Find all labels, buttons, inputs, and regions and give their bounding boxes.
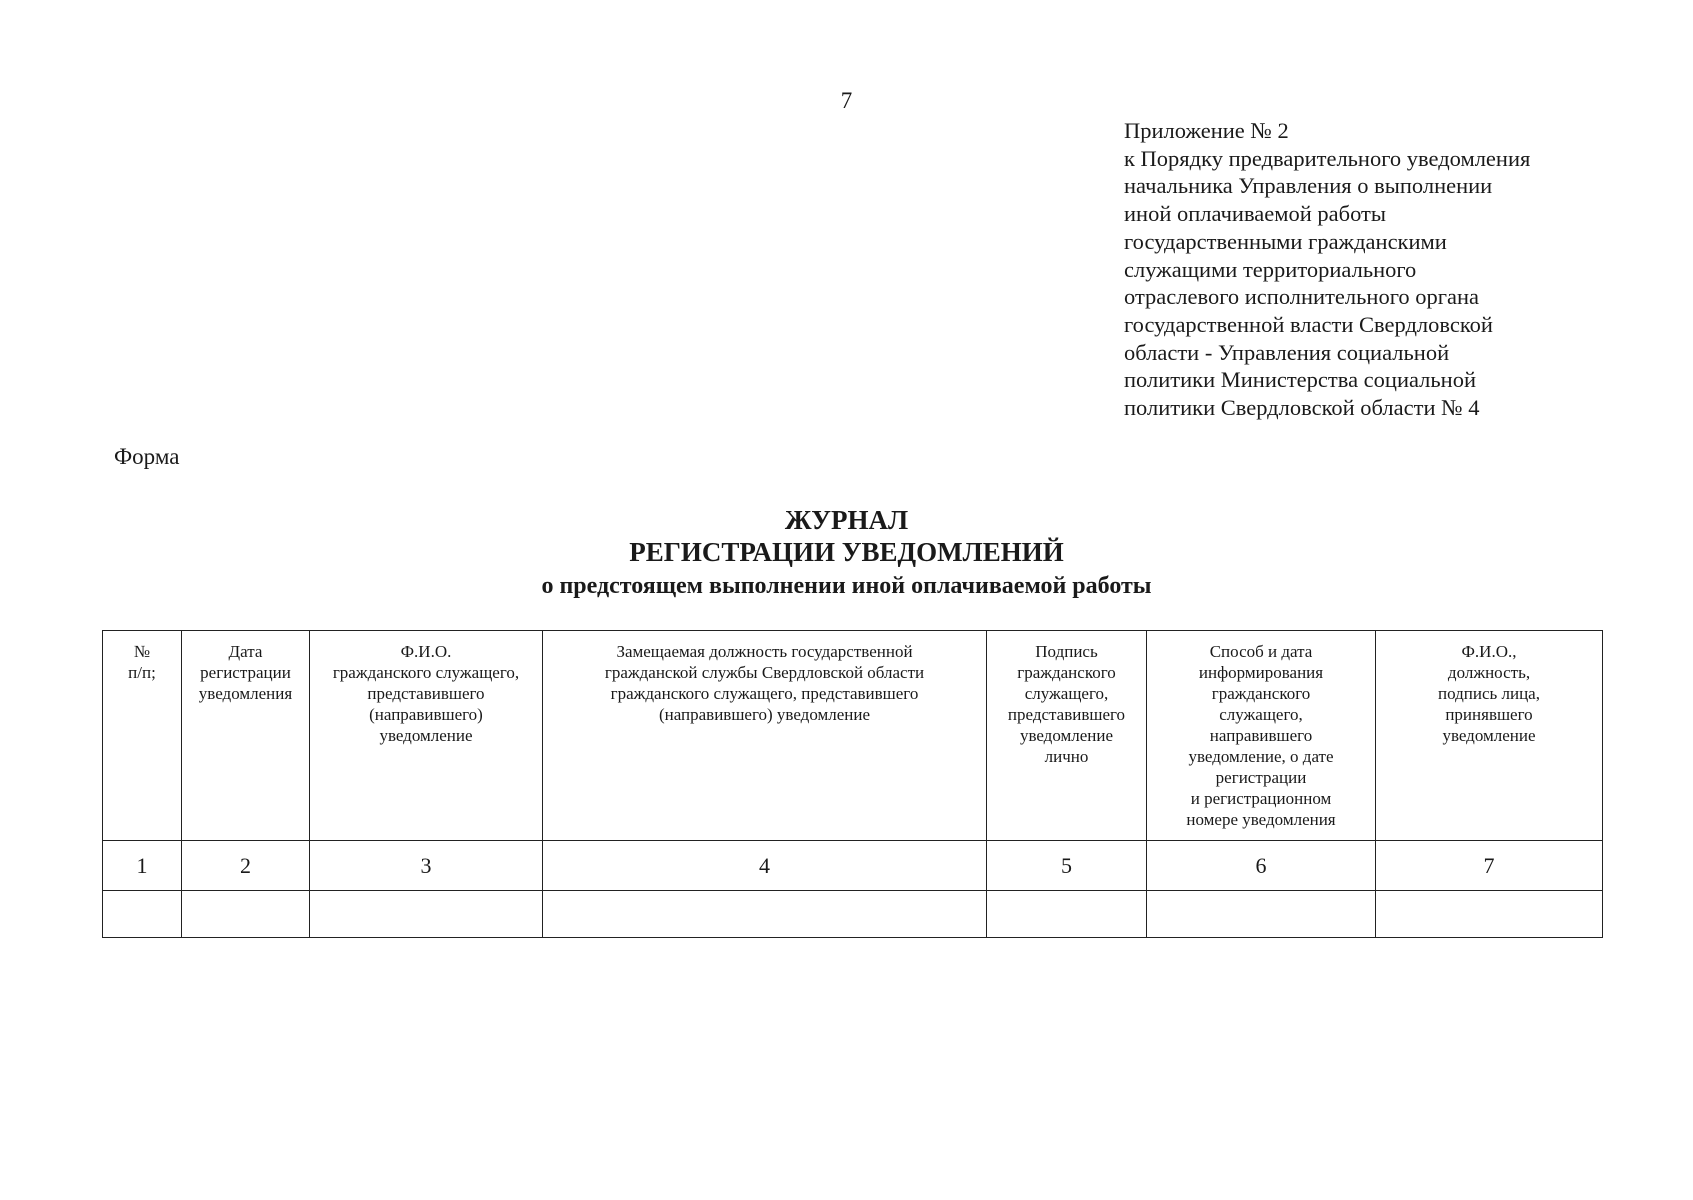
appendix-line: отраслевого исполнительного органа: [1124, 284, 1479, 310]
header-text: Способ и дата информирования гражданского служащего, направившего уведомление, о дате регистрации и регистрационном номере уведомления: [1186, 642, 1336, 829]
header-text: № п/п;: [128, 642, 156, 682]
header-cell-signature: [987, 631, 1147, 841]
column-number-cell: 2: [182, 841, 310, 891]
header-cell-number: [103, 631, 182, 841]
header-text: Ф.И.О. гражданского служащего, представившего (направившего) уведомление: [332, 642, 520, 745]
header-cell-receiver: [1376, 631, 1603, 841]
column-number-row: [103, 841, 1603, 891]
header-text: Ф.И.О., должность, подпись лица, принявшего уведомление: [1438, 642, 1540, 745]
header-cell-notification-method: [1147, 631, 1376, 841]
appendix-line: служащими территориального: [1124, 256, 1417, 282]
header-text: Дата регистрации уведомления: [198, 642, 293, 703]
title-line-journal: ЖУРНАЛ: [784, 505, 909, 535]
empty-cell: [1376, 891, 1603, 938]
column-number-cell: 4: [543, 841, 987, 891]
title-line-registration: РЕГИСТРАЦИИ УВЕДОМЛЕНИЙ: [629, 537, 1064, 567]
empty-cell: [543, 891, 987, 938]
header-cell-registration-date: [182, 631, 310, 841]
appendix-line: политики Свердловской области № 4: [1124, 395, 1480, 421]
column-number-cell: 3: [310, 841, 543, 891]
appendix-line: к Порядку предварительного уведомления: [1124, 145, 1531, 171]
appendix-line: государственной власти Свердловской: [1124, 311, 1493, 337]
column-number-cell: 7: [1376, 841, 1603, 891]
page-number: 7: [840, 88, 853, 113]
empty-cell: [103, 891, 182, 938]
table-header-row: [103, 631, 1603, 841]
header-cell-employee-name: [310, 631, 543, 841]
header-text: Замещаемая должность государственной гражданской службы Свердловской области гражданского служащего, представившего (направившего) уведомление: [604, 642, 925, 724]
table-row-empty: [103, 891, 1603, 938]
column-number-cell: 6: [1147, 841, 1376, 891]
header-cell-position: [543, 631, 987, 841]
appendix-line: области - Управления социальной: [1124, 339, 1450, 365]
appendix-reference: [1124, 117, 1644, 422]
empty-cell: [310, 891, 543, 938]
column-number-cell: 5: [987, 841, 1147, 891]
empty-cell: [1147, 891, 1376, 938]
empty-cell: [987, 891, 1147, 938]
journal-title: [0, 504, 1693, 602]
appendix-line: иной оплачиваемой работы: [1124, 201, 1387, 227]
appendix-line: начальника Управления о выполнении: [1124, 173, 1493, 199]
registration-journal-table: [102, 630, 1603, 938]
appendix-line: государственными гражданскими: [1124, 228, 1447, 254]
appendix-line: Приложение № 2: [1124, 118, 1289, 143]
empty-cell: [182, 891, 310, 938]
column-number-cell: 1: [103, 841, 182, 891]
appendix-line: политики Министерства социальной: [1124, 367, 1477, 393]
title-line-subject: о предстоящем выполнении иной оплачиваемой работы: [541, 573, 1152, 599]
header-text: Подпись гражданского служащего, представившего уведомление лично: [1007, 642, 1126, 766]
form-label: Форма: [114, 444, 180, 469]
